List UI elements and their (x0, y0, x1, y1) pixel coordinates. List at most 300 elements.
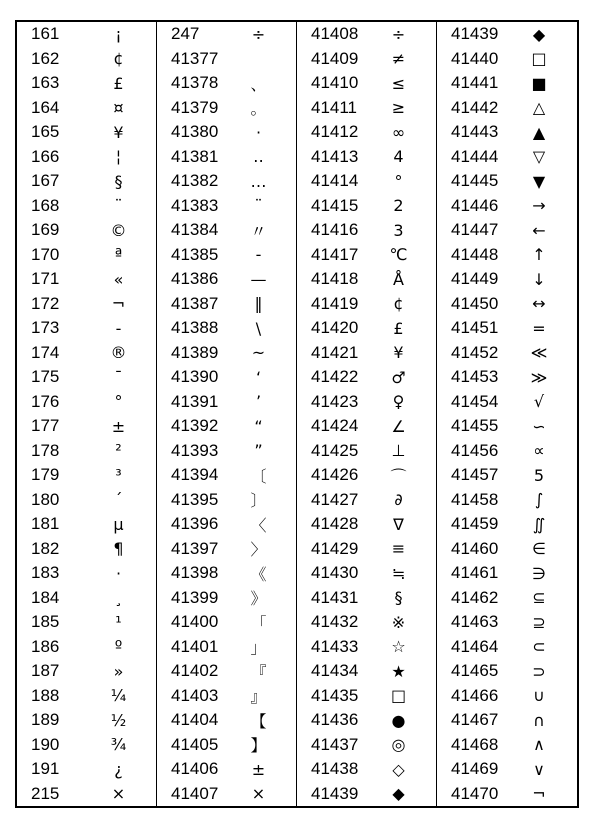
char-code: 183 (31, 563, 60, 583)
table-row (297, 439, 436, 464)
char-symbol: ’ (255, 392, 262, 412)
char-code: 41462 (451, 587, 499, 607)
char-code: 169 (31, 220, 60, 240)
char-symbol: ≥ (391, 98, 406, 118)
char-code: 187 (31, 661, 60, 681)
char-code: 41391 (171, 391, 219, 411)
table-row (157, 439, 296, 464)
char-symbol: · (115, 563, 122, 583)
char-code: 173 (31, 318, 60, 338)
char-code: 41452 (451, 342, 499, 362)
table-row (17, 733, 156, 758)
table-row (17, 561, 156, 586)
table-row (17, 390, 156, 415)
table-row (437, 733, 577, 758)
table-row (297, 96, 436, 121)
table-row (157, 341, 296, 366)
table-row (437, 71, 577, 96)
table-row (17, 267, 156, 292)
table-row (157, 757, 296, 782)
char-symbol: ¤ (113, 98, 124, 118)
table-row (157, 684, 296, 709)
char-code: 41415 (311, 195, 359, 215)
char-symbol: ≤ (391, 73, 406, 93)
table-row (17, 757, 156, 782)
table-row (437, 22, 577, 47)
char-code: 41431 (311, 587, 359, 607)
char-symbol: ∠ (391, 416, 406, 436)
char-symbol: ° (114, 392, 123, 412)
char-symbol: ≪ (530, 343, 548, 363)
char-code: 41438 (311, 759, 359, 779)
char-code: 163 (31, 73, 60, 93)
char-code: 41411 (311, 97, 358, 117)
char-code: 41442 (451, 97, 499, 117)
table-row (297, 586, 436, 611)
char-symbol: ⊥ (391, 441, 406, 461)
char-code: 41439 (311, 783, 359, 803)
char-code: 41418 (311, 269, 359, 289)
table-row (157, 47, 296, 72)
table-row (297, 561, 436, 586)
char-symbol: · (255, 122, 262, 142)
char-symbol: ∫ (534, 490, 544, 510)
char-code: 41458 (451, 489, 499, 509)
table-row (157, 71, 296, 96)
char-symbol: ½ (110, 710, 127, 730)
char-code: 41387 (171, 293, 219, 313)
char-code: 164 (31, 97, 60, 117)
char-symbol: 』 (250, 687, 267, 707)
table-row (297, 708, 436, 733)
char-symbol: ¸ (114, 588, 123, 608)
char-symbol: ¹ (115, 612, 122, 632)
table-row (17, 194, 156, 219)
char-code: 41422 (311, 367, 359, 387)
char-symbol: ⊇ (532, 612, 546, 632)
char-symbol: ♀ (392, 392, 405, 412)
table-row (17, 537, 156, 562)
char-code: 174 (31, 342, 60, 362)
table-row (437, 47, 577, 72)
char-code: 184 (31, 587, 60, 607)
table-row (297, 488, 436, 513)
char-symbol: ¨ (254, 196, 263, 216)
char-symbol: ¾ (110, 735, 127, 755)
table-row (437, 169, 577, 194)
char-code: 41463 (451, 612, 499, 632)
char-symbol: ¬ (111, 294, 126, 314)
char-code: 41383 (171, 195, 219, 215)
char-code: 41378 (171, 73, 219, 93)
char-symbol: ‘ (255, 367, 262, 387)
table-row (297, 733, 436, 758)
char-code: 41454 (451, 391, 499, 411)
table-row (157, 243, 296, 268)
table-row (297, 757, 436, 782)
table-row (297, 684, 436, 709)
char-code: 41380 (171, 122, 219, 142)
char-symbol: ≠ (391, 49, 406, 69)
table-row (437, 243, 577, 268)
char-symbol: 、 (250, 74, 267, 94)
table-row (17, 96, 156, 121)
column-block (17, 22, 157, 806)
char-symbol: ≡ (391, 539, 406, 559)
char-symbol: ∞ (391, 122, 406, 142)
char-code: 41448 (451, 244, 499, 264)
char-symbol: ® (110, 343, 127, 363)
char-symbol: ↑ (532, 245, 546, 265)
char-symbol: ² (115, 441, 122, 461)
char-code: 41400 (171, 612, 219, 632)
char-symbol: ´ (114, 490, 123, 510)
table-row (437, 561, 577, 586)
char-code: 41443 (451, 122, 499, 142)
char-code: 168 (31, 195, 60, 215)
char-symbol: º (114, 637, 123, 657)
char-symbol: - (115, 318, 122, 338)
char-code: 41440 (451, 48, 499, 68)
character-code-table (15, 20, 579, 808)
char-symbol: ÷ (251, 24, 266, 44)
char-code: 41426 (311, 465, 359, 485)
char-symbol: ↓ (532, 269, 546, 289)
char-code: 189 (31, 710, 60, 730)
char-code: 41410 (311, 73, 359, 93)
char-symbol: ★ (391, 661, 406, 681)
table-row (157, 414, 296, 439)
table-row (157, 782, 296, 807)
char-symbol: ◇ (392, 759, 405, 779)
char-symbol: 2 (393, 196, 404, 216)
char-symbol: ♂ (391, 367, 406, 387)
char-code: 41412 (311, 122, 359, 142)
char-code: 41428 (311, 514, 359, 534)
char-symbol: « (113, 269, 124, 289)
table-row (437, 365, 577, 390)
table-row (157, 218, 296, 243)
char-symbol: ℃ (389, 245, 408, 265)
char-symbol: ¯ (114, 367, 123, 387)
table-row (297, 635, 436, 660)
table-row (297, 537, 436, 562)
table-row (157, 267, 296, 292)
table-row (17, 463, 156, 488)
char-code: 247 (171, 24, 200, 44)
table-row (17, 145, 156, 170)
char-symbol: ∽ (532, 416, 546, 436)
table-row (437, 635, 577, 660)
char-code: 41405 (171, 734, 219, 754)
table-row (437, 684, 577, 709)
char-symbol: § (114, 171, 123, 191)
table-row (297, 169, 436, 194)
char-symbol: ◎ (391, 735, 406, 755)
char-symbol: £ (393, 318, 404, 338)
table-row (297, 610, 436, 635)
char-code: 41469 (451, 759, 499, 779)
table-row (157, 22, 296, 47)
char-symbol: × (251, 784, 266, 804)
char-symbol: ⊂ (532, 637, 546, 657)
char-code: 41430 (311, 563, 359, 583)
table-row (297, 659, 436, 684)
char-symbol: — (250, 269, 267, 289)
table-row (437, 512, 577, 537)
table-row (297, 243, 436, 268)
char-code: 41441 (451, 73, 499, 93)
table-row (437, 439, 577, 464)
table-row (17, 71, 156, 96)
table-row (297, 267, 436, 292)
char-symbol: ” (254, 441, 263, 461)
char-code: 41432 (311, 612, 359, 632)
char-symbol: ⊃ (532, 661, 546, 681)
char-code: 177 (31, 416, 60, 436)
table-row (157, 390, 296, 415)
char-symbol: 〈 (250, 515, 267, 535)
table-row (437, 292, 577, 317)
char-code: 41423 (311, 391, 359, 411)
char-code: 41453 (451, 367, 499, 387)
table-row (297, 512, 436, 537)
char-symbol: ∝ (533, 441, 545, 461)
char-code: 41450 (451, 293, 499, 313)
char-code: 186 (31, 636, 60, 656)
char-symbol: ¨ (114, 196, 123, 216)
char-code: 41459 (451, 514, 499, 534)
char-code: 167 (31, 171, 60, 191)
char-symbol: 】 (250, 736, 267, 756)
table-row (157, 586, 296, 611)
char-code: 41435 (311, 685, 359, 705)
table-row (437, 586, 577, 611)
table-row (17, 610, 156, 635)
table-row (297, 194, 436, 219)
char-symbol: ■ (531, 73, 547, 93)
char-symbol: 「 (250, 613, 267, 633)
char-symbol: ¼ (110, 686, 127, 706)
char-symbol: ¦ (115, 147, 122, 167)
char-symbol: ⊆ (532, 588, 546, 608)
char-symbol: 〕 (250, 491, 267, 511)
table-row (437, 414, 577, 439)
table-row (297, 218, 436, 243)
table-row (157, 194, 296, 219)
char-symbol: » (113, 661, 124, 681)
table-row (437, 145, 577, 170)
char-code: 41467 (451, 710, 499, 730)
table-row (17, 708, 156, 733)
char-code: 41451 (451, 318, 499, 338)
char-code: 41421 (311, 342, 359, 362)
char-symbol: ▽ (532, 147, 546, 167)
table-row (17, 169, 156, 194)
char-code: 41413 (311, 146, 359, 166)
char-symbol: - (255, 245, 262, 265)
table-row (17, 292, 156, 317)
table-row (157, 561, 296, 586)
char-code: 41408 (311, 24, 359, 44)
table-row (157, 512, 296, 537)
column-block (157, 22, 297, 806)
char-code: 41381 (171, 146, 219, 166)
char-code: 41427 (311, 489, 359, 509)
table-row (437, 782, 577, 807)
char-symbol: √ (533, 392, 545, 412)
char-code: 41382 (171, 171, 219, 191)
char-code: 41457 (451, 465, 499, 485)
table-row (157, 488, 296, 513)
char-code: 41414 (311, 171, 359, 191)
table-row (17, 22, 156, 47)
table-row (17, 316, 156, 341)
char-symbol: 3 (393, 220, 404, 240)
table-row (437, 120, 577, 145)
table-row (297, 341, 436, 366)
table-row (157, 120, 296, 145)
char-symbol: 〃 (250, 221, 267, 241)
char-code: 170 (31, 244, 60, 264)
char-symbol: ∬ (532, 514, 546, 534)
table-row (157, 537, 296, 562)
char-symbol: £ (113, 73, 124, 93)
char-symbol: ▼ (532, 171, 546, 191)
char-code: 172 (31, 293, 60, 313)
char-code: 41419 (311, 293, 359, 313)
table-row (17, 635, 156, 660)
char-code: 41461 (451, 563, 499, 583)
char-symbol: ↔ (532, 294, 546, 314)
table-row (297, 120, 436, 145)
char-code: 41470 (451, 783, 499, 803)
table-row (437, 537, 577, 562)
table-row (157, 169, 296, 194)
char-code: 41444 (451, 146, 499, 166)
char-code: 41456 (451, 440, 499, 460)
char-code: 41464 (451, 636, 499, 656)
table-row (437, 218, 577, 243)
table-row (17, 782, 156, 807)
char-symbol: ← (532, 220, 546, 240)
char-symbol: ∨ (533, 759, 545, 779)
char-symbol: ¢ (113, 49, 124, 69)
char-symbol: 」 (250, 638, 267, 658)
char-symbol: ※ (391, 612, 406, 632)
table-row (17, 488, 156, 513)
table-row (437, 659, 577, 684)
table-row (17, 684, 156, 709)
char-symbol: § (394, 588, 403, 608)
char-code: 41388 (171, 318, 219, 338)
char-code: 41409 (311, 48, 359, 68)
char-symbol: ÷ (391, 24, 406, 44)
char-code: 41460 (451, 538, 499, 558)
char-code: 41439 (451, 24, 499, 44)
char-code: 171 (31, 269, 60, 289)
char-symbol: ∪ (533, 686, 545, 706)
char-code: 41437 (311, 734, 359, 754)
char-symbol: △ (532, 98, 546, 118)
table-row (437, 708, 577, 733)
char-symbol: \ (255, 318, 262, 338)
char-code: 41390 (171, 367, 219, 387)
char-symbol: ▲ (532, 122, 546, 142)
table-row (157, 635, 296, 660)
table-row (297, 47, 436, 72)
char-code: 41389 (171, 342, 219, 362)
char-code: 41401 (171, 636, 219, 656)
table-row (297, 145, 436, 170)
table-row (157, 463, 296, 488)
char-symbol: ∂ (394, 490, 403, 510)
char-code: 175 (31, 367, 60, 387)
table-row (17, 414, 156, 439)
char-code: 180 (31, 489, 60, 509)
char-code: 41449 (451, 269, 499, 289)
char-code: 41386 (171, 269, 219, 289)
char-symbol: ● (391, 710, 406, 730)
table-row (17, 512, 156, 537)
char-code: 41465 (451, 661, 499, 681)
char-code: 41417 (311, 244, 359, 264)
char-code: 41468 (451, 734, 499, 754)
char-code: 165 (31, 122, 60, 142)
char-code: 41425 (311, 440, 359, 460)
char-symbol: … (250, 171, 267, 191)
table-row (157, 96, 296, 121)
table-row (437, 610, 577, 635)
char-code: 41407 (171, 783, 219, 803)
table-row (17, 120, 156, 145)
table-row (297, 414, 436, 439)
char-symbol: 【 (250, 711, 267, 731)
char-code: 41416 (311, 220, 359, 240)
table-row (157, 708, 296, 733)
char-code: 41377 (171, 48, 219, 68)
char-code: 215 (31, 783, 60, 803)
table-row (297, 365, 436, 390)
table-row (157, 316, 296, 341)
char-symbol: ∩ (533, 710, 545, 730)
char-symbol: = (532, 318, 546, 338)
char-code: 179 (31, 465, 60, 485)
table-row (297, 316, 436, 341)
char-symbol: 《 (250, 564, 267, 584)
char-code: 41399 (171, 587, 219, 607)
char-symbol: ¿ (114, 759, 123, 779)
char-code: 185 (31, 612, 60, 632)
char-code: 41446 (451, 195, 499, 215)
char-symbol: 〔 (250, 466, 267, 486)
char-code: 41434 (311, 661, 359, 681)
char-symbol: 》 (250, 589, 267, 609)
char-symbol: 4 (393, 147, 404, 167)
char-code: 41379 (171, 97, 219, 117)
table-row (437, 390, 577, 415)
char-code: 41396 (171, 514, 219, 534)
table-row (437, 316, 577, 341)
char-symbol: × (111, 784, 126, 804)
table-row (437, 194, 577, 219)
char-symbol: ¥ (393, 343, 404, 363)
table-row (437, 488, 577, 513)
char-code: 41424 (311, 416, 359, 436)
char-symbol: ¬ (532, 784, 546, 804)
table-row (17, 659, 156, 684)
char-code: 188 (31, 685, 60, 705)
